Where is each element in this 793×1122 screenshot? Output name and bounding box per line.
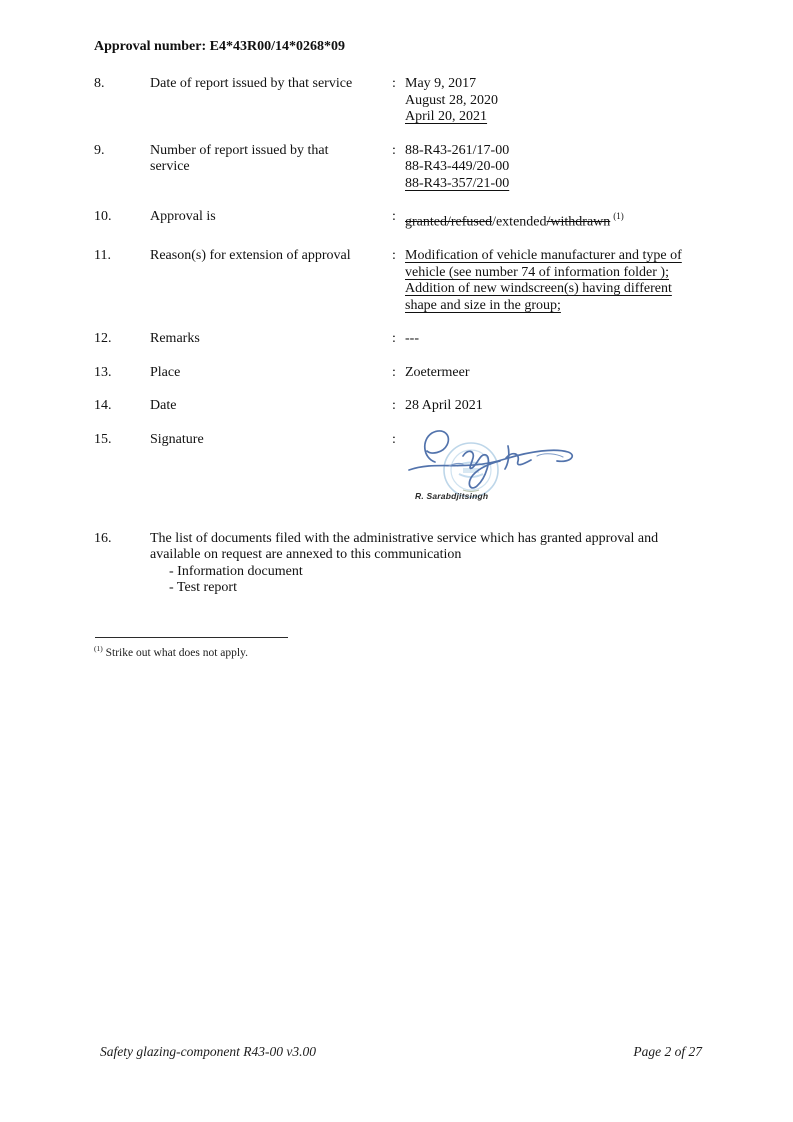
- item-number: 15.: [94, 431, 112, 447]
- item-number: 16.: [94, 530, 112, 546]
- annexed-document-item: - Information document: [169, 563, 303, 579]
- colon-separator: :: [392, 76, 396, 91]
- approval-number-heading: Approval number: E4*43R00/14*0268*09: [94, 39, 345, 54]
- reason-line: vehicle (see number 74 of information folder );: [405, 264, 669, 280]
- item-value: [405, 143, 705, 193]
- reason-line: Addition of new windscreen(s) having different: [405, 281, 672, 297]
- footnote-text: [94, 644, 705, 659]
- report-date-2: August 28, 2020: [405, 92, 498, 108]
- colon-separator: :: [392, 431, 396, 447]
- report-number-3: 88-R43-357/21-00: [405, 175, 510, 191]
- signature-area: [405, 432, 705, 501]
- item-label: Signature: [150, 431, 204, 447]
- reason-line: Modification of vehicle manufacturer and type of: [405, 248, 682, 264]
- document-list-text: [150, 531, 705, 597]
- page-footer: [100, 1044, 702, 1060]
- item-label: Remarks: [150, 331, 200, 347]
- reason-line: shape and size in the group;: [405, 297, 561, 313]
- item-number: 8.: [94, 76, 105, 91]
- colon-separator: :: [392, 331, 396, 347]
- label-line: Number of report issued by that: [150, 142, 329, 158]
- footnote-marker: (1): [94, 643, 103, 653]
- label-line: service: [150, 159, 190, 174]
- colon-separator: :: [392, 398, 396, 414]
- colon-separator: :: [392, 248, 396, 264]
- colon-separator: :: [392, 209, 396, 224]
- signer-name: R. Sarabdjitsingh: [415, 490, 489, 501]
- item-16-document-list: [94, 531, 705, 597]
- item-number: 9.: [94, 142, 105, 158]
- footer-document-version: Safety glazing-component R43-00 v3.00: [100, 1044, 316, 1059]
- extension-reasons-value: [405, 248, 705, 314]
- struck-withdrawn: /withdrawn: [546, 214, 611, 230]
- item-10-approval-is: [94, 209, 705, 231]
- place-value: Zoetermeer: [405, 364, 470, 380]
- annexed-documents-list: [150, 564, 705, 597]
- footnote-reference: (1): [613, 211, 624, 221]
- item-13-place: [94, 365, 705, 382]
- paragraph-line: available on request are annexed to this communication: [150, 547, 462, 563]
- item-label: Reason(s) for extension of approval: [150, 248, 351, 264]
- item-12-remarks: [94, 331, 705, 348]
- approval-status-value: [405, 209, 705, 231]
- signature-block: [405, 426, 705, 501]
- item-number: 11.: [94, 248, 111, 264]
- report-number-2: 88-R43-449/20-00: [405, 159, 510, 174]
- report-date-3: April 20, 2021: [405, 109, 488, 124]
- item-9-number-of-report: [94, 143, 705, 193]
- item-8-date-of-report: [94, 76, 705, 126]
- colon-separator: :: [392, 142, 396, 158]
- date-value: 28 April 2021: [405, 398, 483, 414]
- paragraph-line: The list of documents filed with the administrative service which has granted approval and: [150, 530, 659, 546]
- annexed-document-item: - Test report: [169, 580, 237, 596]
- item-label: Date: [150, 398, 177, 414]
- colon-separator: :: [392, 364, 396, 380]
- item-label: Approval is: [150, 209, 216, 224]
- item-value: [405, 76, 705, 126]
- item-number: 10.: [94, 209, 112, 224]
- item-label: Place: [150, 364, 181, 380]
- footnote-divider: [95, 637, 288, 638]
- footnote-section: [94, 637, 705, 659]
- item-label: [150, 143, 392, 176]
- remarks-value: ---: [405, 331, 419, 347]
- item-number: 13.: [94, 364, 112, 380]
- report-date-1: May 9, 2017: [405, 76, 477, 91]
- item-14-date: [94, 398, 705, 415]
- footer-page-number: Page 2 of 27: [633, 1044, 702, 1059]
- item-label: Date of report issued by that service: [150, 76, 353, 91]
- footnote-body: Strike out what does not apply.: [105, 646, 248, 659]
- item-11-reasons-for-extension: [94, 248, 705, 314]
- kept-extended: /extended: [492, 214, 547, 230]
- struck-granted-refused: granted/refused: [405, 214, 493, 230]
- item-number: 12.: [94, 331, 112, 347]
- item-number: 14.: [94, 398, 112, 414]
- item-15-signature: [94, 431, 705, 501]
- report-number-1: 88-R43-261/17-00: [405, 142, 510, 158]
